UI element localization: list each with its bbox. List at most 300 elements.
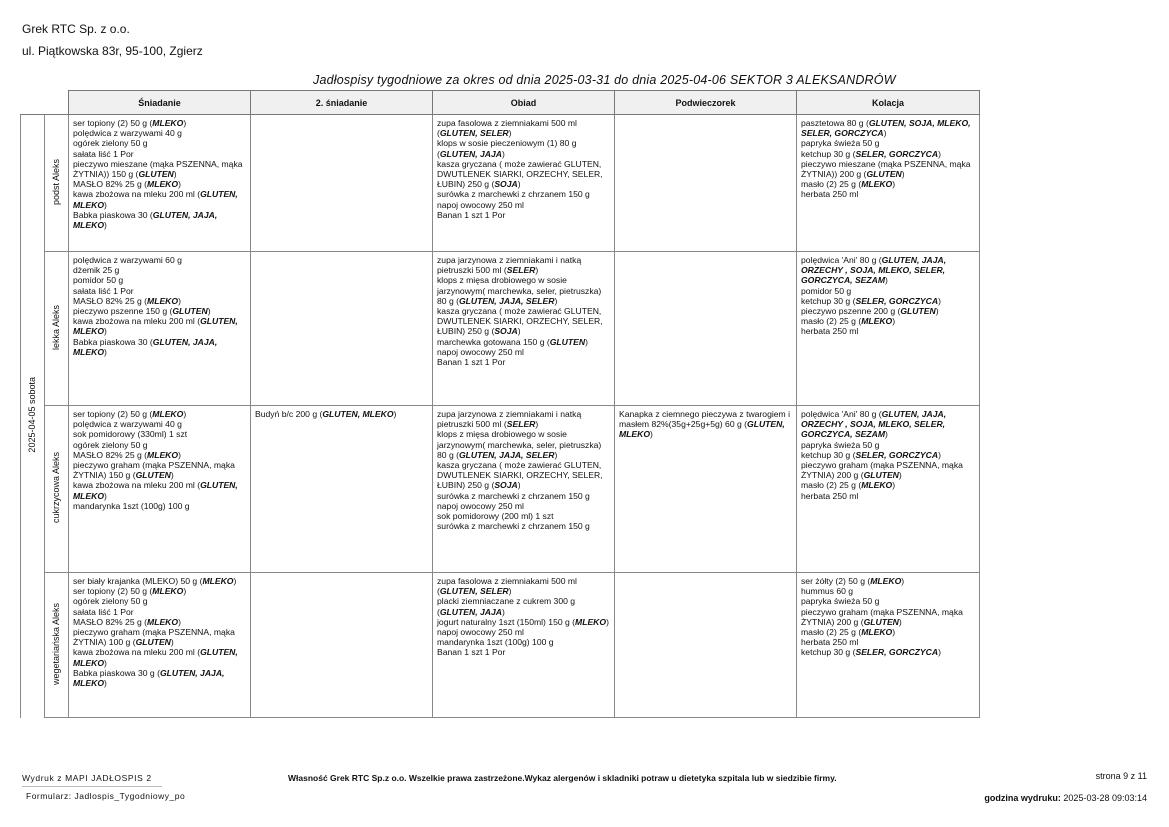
- menu-item-text: pomidor 50 g: [801, 285, 852, 296]
- menu-item: [437, 138, 610, 158]
- allergen-text: SELER: [506, 419, 536, 430]
- menu-item: [437, 576, 610, 596]
- menu-item-text: surówka z marchewki z chrzanem 150 g: [437, 521, 590, 532]
- document-title: Jadłospisy tygodniowe za okres od dnia 2025-03-31 do dnia 2025-04-06 SEKTOR 3 ALEKSANDRÓW: [313, 73, 896, 87]
- menu-item-text: papryka świeża 50 g: [801, 596, 880, 607]
- menu-item-text: ): [508, 586, 512, 597]
- menu-item-text: ketchup 30 g (: [801, 295, 856, 306]
- allergen-text: MLEKO: [152, 409, 184, 419]
- menu-item-text: sałata liść 1 Por: [73, 148, 134, 159]
- table-row: [21, 406, 980, 573]
- menu-item-text: herbata 250 ml: [801, 326, 859, 337]
- meal-cell-second-breakfast: [251, 406, 433, 573]
- diet-cell: [45, 406, 69, 573]
- menu-item: [801, 326, 975, 336]
- menu-item-text: ser żółty (2) 50 g (: [801, 576, 871, 586]
- menu-item-text: placki ziemniaczane z cukrem 300 g (: [437, 596, 576, 617]
- menu-item: [73, 138, 246, 148]
- menu-item-text: klops z mięsa drobiowego w sosie jarzynowym( marchewka, seler, pietruszka) 80 g (: [437, 429, 602, 460]
- menu-item-text: ): [104, 490, 107, 501]
- menu-item-text: ser topiony (2) 50 g (: [73, 118, 153, 128]
- meal-cell-second-breakfast: [251, 115, 433, 252]
- menu-item-text: Babka piaskowa 30 (: [73, 336, 153, 347]
- menu-item-text: MASŁO 82% 25 g (: [73, 616, 148, 627]
- meal-cell-breakfast: [69, 573, 251, 718]
- menu-item-text: napoj owocowy 250 ml: [437, 627, 524, 638]
- menu-item-text: herbata 250 ml: [801, 637, 859, 648]
- weekly-menu-table: [20, 90, 980, 718]
- menu-item: [801, 627, 975, 637]
- table-row: [21, 115, 980, 252]
- menu-item-text: pieczywo graham (mąka PSZENNA, mąka ŻYTNIA) 100 g (: [73, 627, 235, 648]
- menu-item: [801, 189, 975, 199]
- menu-item-text: pieczywo mieszane (mąka PSZENNA, mąka ŻYTNIA)) 150 g (: [73, 158, 243, 180]
- allergen-text: GLUTEN, SELER: [439, 586, 509, 597]
- menu-item: [73, 627, 246, 647]
- menu-item-text: ): [104, 220, 107, 231]
- menu-item-text: Babka piaskowa 30 g (: [73, 667, 160, 678]
- meal-cell-supper: [797, 252, 980, 406]
- allergen-text: GLUTEN, JAJA, SELER: [458, 295, 555, 306]
- menu-item: [73, 118, 246, 128]
- column-header: Obiad: [433, 91, 615, 115]
- allergen-text: SOJA: [494, 326, 518, 337]
- menu-item-text: ): [883, 128, 887, 139]
- menu-item-text: papryka świeża 50 g: [801, 439, 880, 450]
- menu-item-text: ogórek zielony 50 g: [73, 439, 148, 450]
- menu-item-text: ): [517, 326, 521, 337]
- menu-item-text: kasza gryczana ( może zawierać GLUTEN, DWUTLENEK SIARKI, ORZECHY, SELER, ŁUBIN) 250 g (: [437, 306, 603, 337]
- company-name: Grek RTC Sp. z o.o.: [22, 22, 130, 36]
- menu-item-text: Banan 1 szt 1 Por: [437, 209, 506, 220]
- allergen-text: GLUTEN: [866, 169, 902, 180]
- menu-item-text: pieczywo pszenne 200 g (: [801, 306, 901, 317]
- menu-item-text: ): [606, 616, 609, 627]
- menu-item: [437, 637, 610, 647]
- allergen-text: GLUTEN: [172, 306, 208, 317]
- menu-item: [73, 128, 246, 138]
- allergen-text: MLEKO: [152, 586, 184, 597]
- menu-item-text: ): [885, 429, 888, 440]
- menu-item-text: papryka świeża 50 g: [801, 138, 880, 149]
- print-time-value: 2025-03-28 09:03:14: [1063, 793, 1147, 803]
- menu-item-text: masło (2) 25 g (: [801, 480, 862, 491]
- menu-item-text: ogórek zielony 50 g: [73, 138, 148, 149]
- menu-item: [801, 576, 975, 586]
- menu-item-text: pasztetowa 80 g (: [801, 118, 869, 128]
- menu-item: [801, 255, 975, 286]
- menu-item-text: ): [178, 449, 181, 460]
- menu-item: [73, 296, 246, 306]
- menu-item-text: pieczywo mieszane (mąka PSZENNA, mąka ŻYTNIA)) 200 g (: [801, 158, 971, 180]
- allergen-text: GLUTEN, JAJA, SELER: [458, 449, 555, 460]
- meal-cell-breakfast: [69, 115, 251, 252]
- allergen-text: GLUTEN: [135, 637, 171, 648]
- menu-item-text: ): [898, 470, 902, 481]
- menu-item: [437, 200, 610, 210]
- meal-cell-lunch: [433, 252, 615, 406]
- meal-cell-breakfast: [69, 252, 251, 406]
- menu-item-text: ): [535, 419, 539, 430]
- allergen-text: GLUTEN: [863, 470, 899, 481]
- menu-item-text: kawa zbożowa na mleku 200 ml (: [73, 316, 201, 327]
- menu-item-text: ): [938, 647, 941, 658]
- diet-cell: [45, 115, 69, 252]
- menu-item: [73, 460, 246, 480]
- menu-item-text: marchewka gotowana 150 g (: [437, 336, 550, 347]
- meal-cell-second-breakfast: [251, 573, 433, 718]
- menu-item-text: masło (2) 25 g (: [801, 316, 862, 327]
- allergen-text: MLEKO: [861, 627, 893, 638]
- allergen-text: MLEKO: [861, 179, 893, 190]
- menu-item-text: napoj owocowy 250 ml: [437, 346, 524, 357]
- menu-item: [801, 460, 975, 480]
- menu-item-text: pieczywo pszenne 150 g (: [73, 306, 173, 317]
- menu-item-text: ): [938, 148, 941, 159]
- menu-item: [437, 347, 610, 357]
- menu-item-text: ): [178, 295, 181, 306]
- allergen-text: GLUTEN, JAJA, MLEKO: [73, 209, 218, 231]
- menu-item: [73, 255, 246, 265]
- menu-item-text: pieczywo graham (mąka PSZENNA, mąka ŻYTNIA) 150 g (: [73, 460, 235, 481]
- menu-item-text: ): [517, 480, 521, 491]
- menu-item: [801, 179, 975, 189]
- menu-item: [801, 306, 975, 316]
- footer-form-name: Formularz: Jadlospis_Tygodniowy_po: [26, 791, 186, 801]
- menu-item-text: masło (2) 25 g (: [801, 627, 862, 638]
- menu-item: [437, 306, 610, 337]
- menu-item: [437, 118, 610, 138]
- menu-item-text: polędwica 'Ani' 80 g (: [801, 409, 882, 419]
- menu-item: [437, 501, 610, 511]
- menu-item-text: ): [938, 295, 941, 306]
- menu-item: [437, 409, 610, 429]
- menu-item-text: Banan 1 szt 1 Por: [437, 357, 506, 368]
- menu-item-text: mandarynka 1szt (100g) 100 g: [73, 500, 190, 511]
- menu-item-text: ): [178, 616, 181, 627]
- menu-item: [801, 316, 975, 326]
- diet-label: cukrzycowa Aleks: [51, 452, 62, 524]
- allergen-text: MLEKO: [147, 295, 179, 306]
- menu-item: [437, 210, 610, 220]
- meal-cell-breakfast: [69, 406, 251, 573]
- menu-item: [801, 149, 975, 159]
- menu-item-text: polędwica z warzywami 40 g: [73, 419, 182, 430]
- meal-cell-supper: [797, 573, 980, 718]
- allergen-text: GLUTEN: [900, 306, 936, 317]
- menu-item: [73, 316, 246, 336]
- menu-item-text: pieczywo graham (mąka PSZENNA, mąka ŻYTNIA) 200 g (: [801, 460, 963, 481]
- allergen-text: GLUTEN, MLEKO: [73, 480, 238, 501]
- menu-item-text: napoj owocowy 250 ml: [437, 199, 524, 210]
- menu-item: [73, 149, 246, 159]
- menu-item-text: ): [183, 586, 187, 597]
- menu-item: [73, 480, 246, 500]
- menu-item-text: ): [650, 429, 653, 440]
- allergen-text: GLUTEN: [135, 470, 171, 481]
- menu-item-text: masło (2) 25 g (: [801, 179, 862, 190]
- menu-item: [801, 491, 975, 501]
- menu-item-text: surówka z marchewki z chrzanem 150 g: [437, 490, 590, 501]
- menu-item-text: ): [535, 265, 539, 276]
- page-number: strona 9 z 11: [1095, 771, 1147, 781]
- menu-item: [73, 450, 246, 460]
- meal-cell-second-breakfast: [251, 252, 433, 406]
- meal-cell-lunch: [433, 406, 615, 573]
- menu-item-text: ): [885, 275, 888, 286]
- menu-item-text: ): [892, 627, 896, 638]
- menu-item-text: sałata liść 1 Por: [73, 285, 134, 296]
- meal-cell-supper: [797, 115, 980, 252]
- menu-item-text: sok pomidorowy (200 ml) 1 szt: [437, 511, 554, 522]
- meal-cell-lunch: [433, 573, 615, 718]
- menu-item: [801, 596, 975, 606]
- allergen-text: MLEKO: [861, 316, 893, 327]
- menu-item: [801, 586, 975, 596]
- menu-item-text: MASŁO 82% 25 g (: [73, 449, 148, 460]
- menu-item-text: ): [170, 470, 174, 481]
- allergen-text: MLEKO: [202, 576, 234, 586]
- menu-item-text: ): [501, 606, 505, 617]
- menu-item: [801, 480, 975, 490]
- column-header: Podwieczorek: [615, 91, 797, 115]
- menu-item: [73, 596, 246, 606]
- menu-item-text: ): [892, 316, 896, 327]
- menu-item: [73, 210, 246, 230]
- menu-item-text: ): [892, 179, 896, 190]
- menu-item: [437, 255, 610, 275]
- menu-item-text: zupa jarzynowa z ziemniakami i natką pietruszki 500 ml (: [437, 255, 582, 276]
- meal-cell-afternoon-snack: [615, 115, 797, 252]
- footer-app-name: Wydruk z MAPI JADŁOSPIS 2: [22, 773, 152, 783]
- meal-cell-afternoon-snack: [615, 406, 797, 573]
- menu-item-text: ): [173, 169, 177, 180]
- menu-item: [255, 409, 428, 419]
- menu-item-text: ): [207, 306, 211, 317]
- menu-item-text: polędwica z warzywami 60 g: [73, 255, 182, 265]
- allergen-text: GLUTEN: [138, 169, 174, 180]
- menu-item: [437, 460, 610, 491]
- menu-item-text: ketchup 30 g (: [801, 449, 856, 460]
- menu-item: [73, 337, 246, 357]
- menu-item: [801, 607, 975, 627]
- column-header: 2. śniadanie: [251, 91, 433, 115]
- menu-item-text: polędwica z warzywami 40 g: [73, 128, 182, 139]
- menu-item-text: ketchup 30 g (: [801, 148, 856, 159]
- menu-item: [437, 617, 610, 627]
- menu-item: [801, 450, 975, 460]
- menu-item-text: ): [104, 657, 107, 668]
- menu-item-text: polędwica 'Ani' 80 g (: [801, 255, 882, 265]
- footer-copyright: Własność Grek RTC Sp.z o.o. Wszelkie prawa zastrzeżone.Wykaz alergenów i skladniki potraw u dietetyka szpitala lub w siedzibie firmy.: [288, 773, 837, 783]
- menu-item-text: ): [233, 576, 237, 586]
- menu-item-text: herbata 250 ml: [801, 490, 859, 501]
- diet-label: podst Aleks: [51, 158, 62, 205]
- menu-item: [437, 521, 610, 531]
- table-row: [21, 573, 980, 718]
- menu-item-text: ): [901, 576, 905, 586]
- menu-item: [801, 409, 975, 440]
- menu-item-text: ): [178, 179, 181, 190]
- menu-item-text: pomidor 50 g: [73, 275, 124, 286]
- menu-item-text: ): [901, 169, 905, 180]
- date-cell: [21, 115, 45, 718]
- menu-item-text: herbata 250 ml: [801, 189, 859, 200]
- allergen-text: GLUTEN, MLEKO: [73, 316, 238, 337]
- menu-item: [437, 357, 610, 367]
- menu-item: [437, 596, 610, 616]
- menu-item: [801, 118, 975, 138]
- menu-item-text: kawa zbożowa na mleku 200 ml (: [73, 480, 201, 491]
- allergen-text: SELER, GORCZYCA: [855, 647, 939, 658]
- menu-item: [73, 668, 246, 688]
- allergen-text: MLEKO: [147, 179, 179, 190]
- menu-item: [801, 159, 975, 179]
- meal-cell-supper: [797, 406, 980, 573]
- table-row: [21, 252, 980, 406]
- column-header: Kolacja: [797, 91, 980, 115]
- allergen-text: GLUTEN, JAJA: [439, 606, 502, 617]
- allergen-text: MLEKO: [870, 576, 902, 586]
- allergen-text: MLEKO: [147, 616, 179, 627]
- menu-item-text: ): [393, 409, 397, 419]
- menu-item: [73, 576, 246, 586]
- menu-item: [73, 179, 246, 189]
- allergen-text: MLEKO: [575, 616, 607, 627]
- menu-item-text: ogórek zielony 50 g: [73, 596, 148, 607]
- menu-item: [801, 138, 975, 148]
- meal-cell-lunch: [433, 115, 615, 252]
- diet-cell: [45, 573, 69, 718]
- menu-item: [437, 159, 610, 190]
- menu-item: [73, 607, 246, 617]
- allergen-text: GLUTEN, JAJA, MLEKO: [73, 336, 218, 357]
- menu-item-text: ): [104, 326, 107, 337]
- allergen-text: SOJA: [494, 480, 518, 491]
- menu-item: [437, 189, 610, 199]
- menu-item: [73, 409, 246, 419]
- allergen-text: GLUTEN, JAJA: [439, 148, 502, 159]
- menu-item-text: pieczywo graham (mąka PSZENNA, mąka ŻYTNIA) 200 g (: [801, 606, 963, 627]
- menu-item: [437, 491, 610, 501]
- print-time-label: godzina wydruku:: [984, 793, 1061, 803]
- menu-item-text: ): [170, 637, 174, 648]
- menu-item-text: ): [104, 346, 107, 357]
- menu-item-text: sok pomidorowy (330ml) 1 szt: [73, 429, 188, 440]
- menu-item-text: ): [892, 480, 896, 491]
- menu-item-text: ): [501, 148, 505, 159]
- allergen-text: GLUTEN, JAJA, ORZECHY , SOJA, MLEKO, SELER, GORCZYCA, SEZAM: [801, 255, 947, 286]
- menu-item: [73, 419, 246, 429]
- menu-item: [437, 429, 610, 460]
- allergen-text: GLUTEN, MLEKO: [73, 189, 238, 210]
- menu-item: [801, 286, 975, 296]
- menu-item: [73, 647, 246, 667]
- menu-item-text: ): [554, 295, 558, 306]
- menu-item-text: ): [517, 179, 521, 190]
- menu-item: [801, 637, 975, 647]
- menu-item-text: zupa fasolowa z ziemniakami 500 ml (: [437, 576, 577, 597]
- allergen-text: MLEKO: [861, 480, 893, 491]
- table-header-row: [21, 91, 980, 115]
- menu-item-text: ): [898, 616, 902, 627]
- footer-rule: [22, 786, 162, 787]
- menu-item-text: klops w sosie pieczeniowym (1) 80 g (: [437, 138, 577, 159]
- column-header: Śniadanie: [69, 91, 251, 115]
- menu-item-text: Budyń b/c 200 g (: [255, 409, 323, 419]
- menu-item: [73, 306, 246, 316]
- menu-item: [437, 511, 610, 521]
- menu-item: [73, 286, 246, 296]
- menu-item: [801, 440, 975, 450]
- menu-item-text: sałata liść 1 Por: [73, 606, 134, 617]
- menu-item: [437, 275, 610, 306]
- menu-item-text: MASŁO 82% 25 g (: [73, 295, 148, 306]
- menu-item-text: ketchup 30 g (: [801, 647, 856, 658]
- menu-item: [73, 617, 246, 627]
- menu-item-text: klops z mięsa drobiowego w sosie jarzynowym( marchewka, seler, pietruszka) 80 g (: [437, 275, 602, 306]
- meal-cell-afternoon-snack: [615, 252, 797, 406]
- menu-item-text: ): [585, 336, 588, 347]
- diet-cell: [45, 252, 69, 406]
- allergen-text: GLUTEN, SELER: [439, 128, 509, 139]
- menu-item-text: Banan 1 szt 1 Por: [437, 647, 506, 658]
- menu-item-text: ): [104, 678, 107, 689]
- menu-item-text: ): [508, 128, 512, 139]
- allergen-text: GLUTEN, MLEKO: [619, 419, 785, 440]
- allergen-text: SELER: [506, 265, 536, 276]
- menu-item-text: kawa zbożowa na mleku 200 ml (: [73, 647, 201, 658]
- menu-item: [73, 440, 246, 450]
- menu-item: [73, 189, 246, 209]
- allergen-text: MLEKO: [152, 118, 184, 128]
- header-spacer: [21, 91, 45, 115]
- allergen-text: GLUTEN, MLEKO: [322, 409, 394, 419]
- menu-item-text: ser topiony (2) 50 g (: [73, 586, 153, 597]
- menu-item-text: jogurt naturalny 1szt (150ml) 150 g (: [437, 616, 576, 627]
- menu-item-text: mandarynka 1szt (100g) 100 g: [437, 637, 554, 648]
- print-time: [984, 793, 1147, 803]
- allergen-text: GLUTEN, MLEKO: [73, 647, 238, 668]
- date-label: 2025-04-05 sobota: [27, 377, 38, 453]
- menu-item-text: Kanapka z ciemnego pieczywa z twarogiem i masłem 82%(35g+25g+5g) 60 g (: [619, 409, 791, 430]
- allergen-text: SOJA: [494, 179, 518, 190]
- menu-item-text: kasza gryczana ( może zawierać GLUTEN, DWUTLENEK SIARKI, ORZECHY, SELER, ŁUBIN) 250 g (: [437, 460, 603, 491]
- diet-label: lekka Aleks: [51, 304, 62, 350]
- meal-cell-afternoon-snack: [615, 573, 797, 718]
- allergen-text: SELER, GORCZYCA: [855, 148, 939, 159]
- allergen-text: GLUTEN: [863, 616, 899, 627]
- allergen-text: SELER, GORCZYCA: [855, 449, 939, 460]
- menu-item: [73, 586, 246, 596]
- menu-item: [619, 409, 792, 440]
- menu-item-text: ): [938, 449, 941, 460]
- menu-item-text: ): [183, 409, 187, 419]
- menu-item-text: hummus 60 g: [801, 586, 854, 597]
- allergen-text: GLUTEN, SOJA, MLEKO, SELER, GORCZYCA: [801, 118, 971, 139]
- menu-item-text: ): [554, 449, 558, 460]
- menu-item-text: ser topiony (2) 50 g (: [73, 409, 153, 419]
- menu-item-text: napoj owocowy 250 ml: [437, 500, 524, 511]
- menu-item-text: kasza gryczana ( może zawierać GLUTEN, DWUTLENEK SIARKI, ORZECHY, SELER, ŁUBIN) 250 g (: [437, 158, 603, 190]
- header-spacer: [45, 91, 69, 115]
- menu-item-text: MASŁO 82% 25 g (: [73, 179, 148, 190]
- allergen-text: GLUTEN: [549, 336, 586, 347]
- allergen-text: MLEKO: [147, 449, 179, 460]
- allergen-text: GLUTEN, JAJA, ORZECHY , SOJA, MLEKO, SELER, GORCZYCA, SEZAM: [801, 409, 947, 440]
- menu-item: [437, 627, 610, 637]
- menu-item: [73, 275, 246, 285]
